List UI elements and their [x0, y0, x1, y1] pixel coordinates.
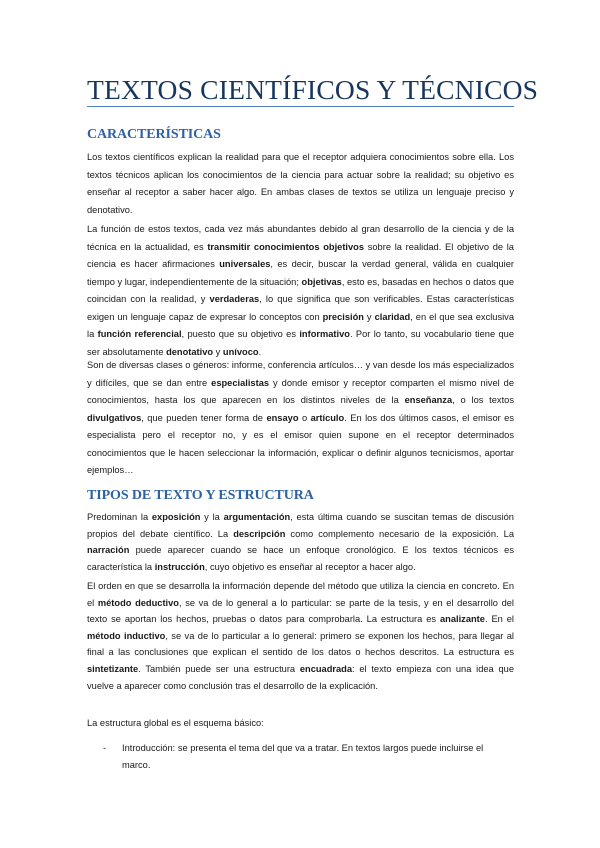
- paragraph: Son de diversas clases o géneros: informe, conferencia artículos… y van desde los más especializados y difíciles, que se dan entre especialistas y donde emisor y receptor comparten el mismo nivel de conocimientos, hasta los que aparecen en los distintos niveles de la enseñanza, o los textos divulgativos, que pueden tener forma de ensayo o artículo. En los dos últimos casos, el emisor es especialista pero el receptor no, y es el emisor quien supone en el receptor determinados conocimientos que le hacen seleccionar la información, explicar o definir algunos tecnicismos, aportar ejemplos…: [87, 360, 515, 475]
- paragraph: La función de estos textos, cada vez más abundantes debido al gran desarrollo de la ciencia y de la técnica en la actualidad, es transmitir conocimientos objetivos sobre la realidad. El objetivo de la ciencia es hacer afirmaciones universales, es decir, buscar la verdad general, válida en cualquier tiempo y lugar, independientemente de la situación; objetivas, esto es, basadas en hechos o datos que coincidan con la realidad, y verdaderas, lo que significa que son verificables. Estas características exigen un lenguaje capaz de expresar lo conceptos con precisión y claridad, en el que sea exclusiva la función referencial, puesto que su objetivo es informativo. Por lo tanto, su vocabulario tiene que ser absolutamente denotativo y unívoco.: [87, 224, 515, 357]
- bold-term: argumentación: [223, 512, 291, 522]
- bold-term: sintetizante: [87, 663, 139, 674]
- paragraph: La estructura global es el esquema básico:: [87, 718, 264, 728]
- bold-term: precisión: [322, 311, 364, 322]
- bold-term: método deductivo: [97, 597, 179, 608]
- bold-term: unívoco: [222, 346, 259, 357]
- bold-term: narración: [87, 545, 130, 556]
- section-heading-tipos-de-texto: TIPOS DE TEXTO Y ESTRUCTURA: [87, 488, 314, 503]
- bold-term: denotativo: [166, 346, 214, 357]
- document-title: TEXTOS CIENTÍFICOS Y TÉCNICOS: [87, 74, 539, 105]
- bold-term: universales: [219, 259, 271, 269]
- bold-term: método inductivo: [87, 630, 166, 641]
- bold-term: instrucción: [154, 561, 205, 572]
- bold-term: divulgativos: [87, 412, 142, 423]
- bold-term: enseñanza: [404, 395, 453, 405]
- list-item: [103, 740, 514, 774]
- bold-term: transmitir conocimientos objetivos: [207, 241, 365, 252]
- paragraph: El orden en que se desarrolla la información depende del método que utiliza la ciencia en concreto. En el método deductivo, se va de lo general a lo particular: se parte de la tesis, y en el desarrollo del texto se aportan los hechos, pruebas o datos para comprobarla. La estructura es analizante. En el método inductivo, se va de lo particular a lo general: primero se exponen los hechos, para llegar al final a las conclusiones que explican el sentido de los datos o hechos descritos. La estructura es sintetizante. También puede ser una estructura encuadrada: el texto empieza con una idea que vuelve a aparecer como conclusión tras el desarrollo de la explicación.: [87, 581, 515, 691]
- bold-term: función referencial: [97, 329, 182, 339]
- bold-term: ensayo: [266, 412, 299, 423]
- bold-term: analizante: [439, 614, 485, 625]
- bold-term: artículo: [310, 412, 345, 423]
- paragraph: Los textos científicos explican la realidad para que el receptor adquiera conocimientos sobre ella. Los textos técnicos aplican los conocimientos de la ciencia para actuar sobre la realidad; su objetivo es enseñar al receptor a saber hacer algo. En ambas clases de textos se utiliza un lenguaje preciso y denotativo.: [87, 152, 514, 215]
- section-heading-caracteristicas: CARACTERÍSTICAS: [87, 127, 221, 142]
- bold-term: exposición: [151, 512, 201, 522]
- bold-term: verdaderas: [209, 294, 260, 304]
- bold-term: descripción: [233, 528, 286, 539]
- list-dash: -: [103, 743, 107, 753]
- list-item-text: Introducción: se presenta el tema del que va a tratar. En textos largos puede incluirse el marco.: [122, 743, 484, 770]
- paragraph: Predominan la exposición y la argumentación, esta última cuando se suscitan temas de discusión propios del debate científico. La descripción como complemento necesario de la exposición. La narración puede aparecer cuando se hace un enfoque cronológico. E los textos técnicos es característica la instrucción, cuyo objetivo es enseñar al receptor a hacer algo.: [87, 512, 514, 572]
- structure-list: [103, 740, 514, 774]
- bold-term: objetivas: [301, 276, 342, 287]
- title-underline: [87, 106, 514, 107]
- bold-term: encuadrada: [299, 663, 353, 674]
- bold-term: informativo: [299, 329, 350, 339]
- bold-term: especialistas: [211, 377, 270, 388]
- bold-term: claridad: [374, 311, 411, 322]
